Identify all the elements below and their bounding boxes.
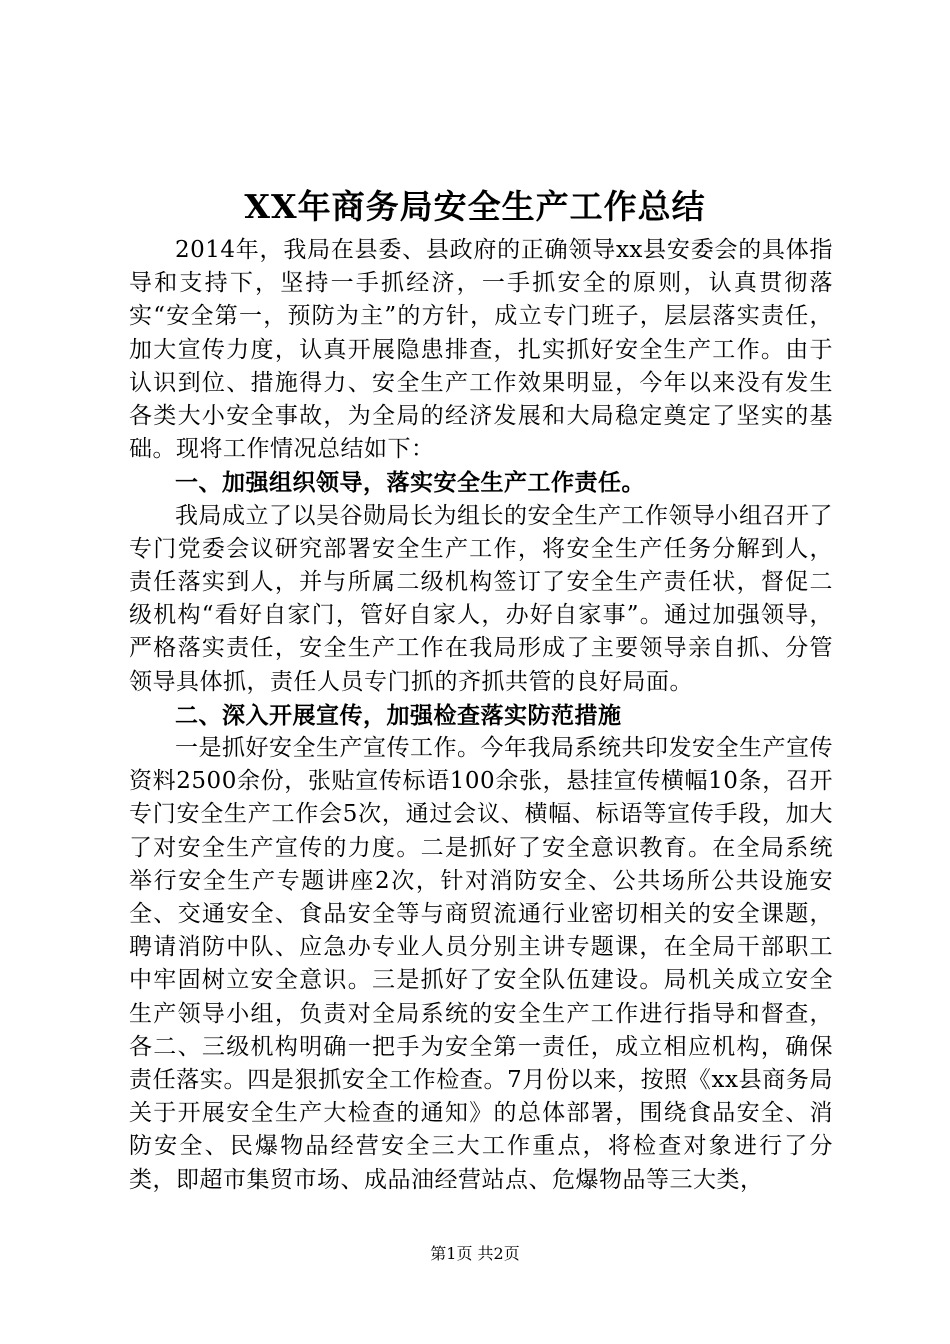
document-body <box>129 234 833 1197</box>
section-1-heading: 一、加强组织领导，落实安全生产工作责任。 <box>175 469 645 497</box>
section-1-paragraph: 我局成立了以吴谷勋局长为组长的安全生产工作领导小组召开了专门党委会议研究部署安全生产工作，将安全生产任务分解到人，责任落实到人，并与所属二级机构签订了安全生产责任状，督促二级机构“看好自家门，管好自家人，办好自家事”。通过加强领导，严格落实责任，安全生产工作在我局形成了主要领导亲自抓、分管领导具体抓，责任人员专门抓的齐抓共管的良好局面。 <box>129 502 833 695</box>
intro-paragraph: 2014年，我局在县委、县政府的正确领导xx县安委会的具体指导和支持下，坚持一手抓经济，一手抓安全的原则，认真贯彻落实“安全第一，预防为主”的方针，成立专门班子，层层落实责任，加大宣传力度，认真开展隐患排查，扎实抓好安全生产工作。由于认识到位、措施得力、安全生产工作效果明显，今年以来没有发生各类大小安全事故，为全局的经济发展和大局稳定奠定了坚实的基础。现将工作情况总结如下： <box>129 237 833 463</box>
section-2-paragraph: 一是抓好安全生产宣传工作。今年我局系统共印发安全生产宣传资料2500余份，张贴宣传标语100余张，悬挂宣传横幅10条，召开专门安全生产工作会5次，通过会议、横幅、标语等宣传手段，加大了对安全生产宣传的力度。二是抓好了安全意识教育。在全局系统举行安全生产专题讲座2次，针对消防安全、公共场所公共设施安全、交通安全、食品安全等与商贸流通行业密切相关的安全课题，聘请消防中队、应急办专业人员分别主讲专题课，在全局干部职工中牢固树立安全意识。三是抓好了安全队伍建设。局机关成立安全生产领导小组，负责对全局系统的安全生产工作进行指导和督查，各二、三级机构明确一把手为安全第一责任，成立相应机构，确保责任落实。四是狠抓安全工作检查。7月份以来，按照《xx县商务局关于开展安全生产大检查的通知》的总体部署，围绕食品安全、消防安全、民爆物品经营安全三大工作重点，将检查对象进行了分类，即超市集贸市场、成品油经营站点、危爆物品等三大类， <box>129 735 833 1193</box>
document-title: XX年商务局安全生产工作总结 <box>244 187 706 226</box>
page-footer: 第1页 共2页 <box>430 1244 520 1263</box>
section-2-heading: 二、深入开展宣传，加强检查落实防范措施 <box>175 701 622 729</box>
